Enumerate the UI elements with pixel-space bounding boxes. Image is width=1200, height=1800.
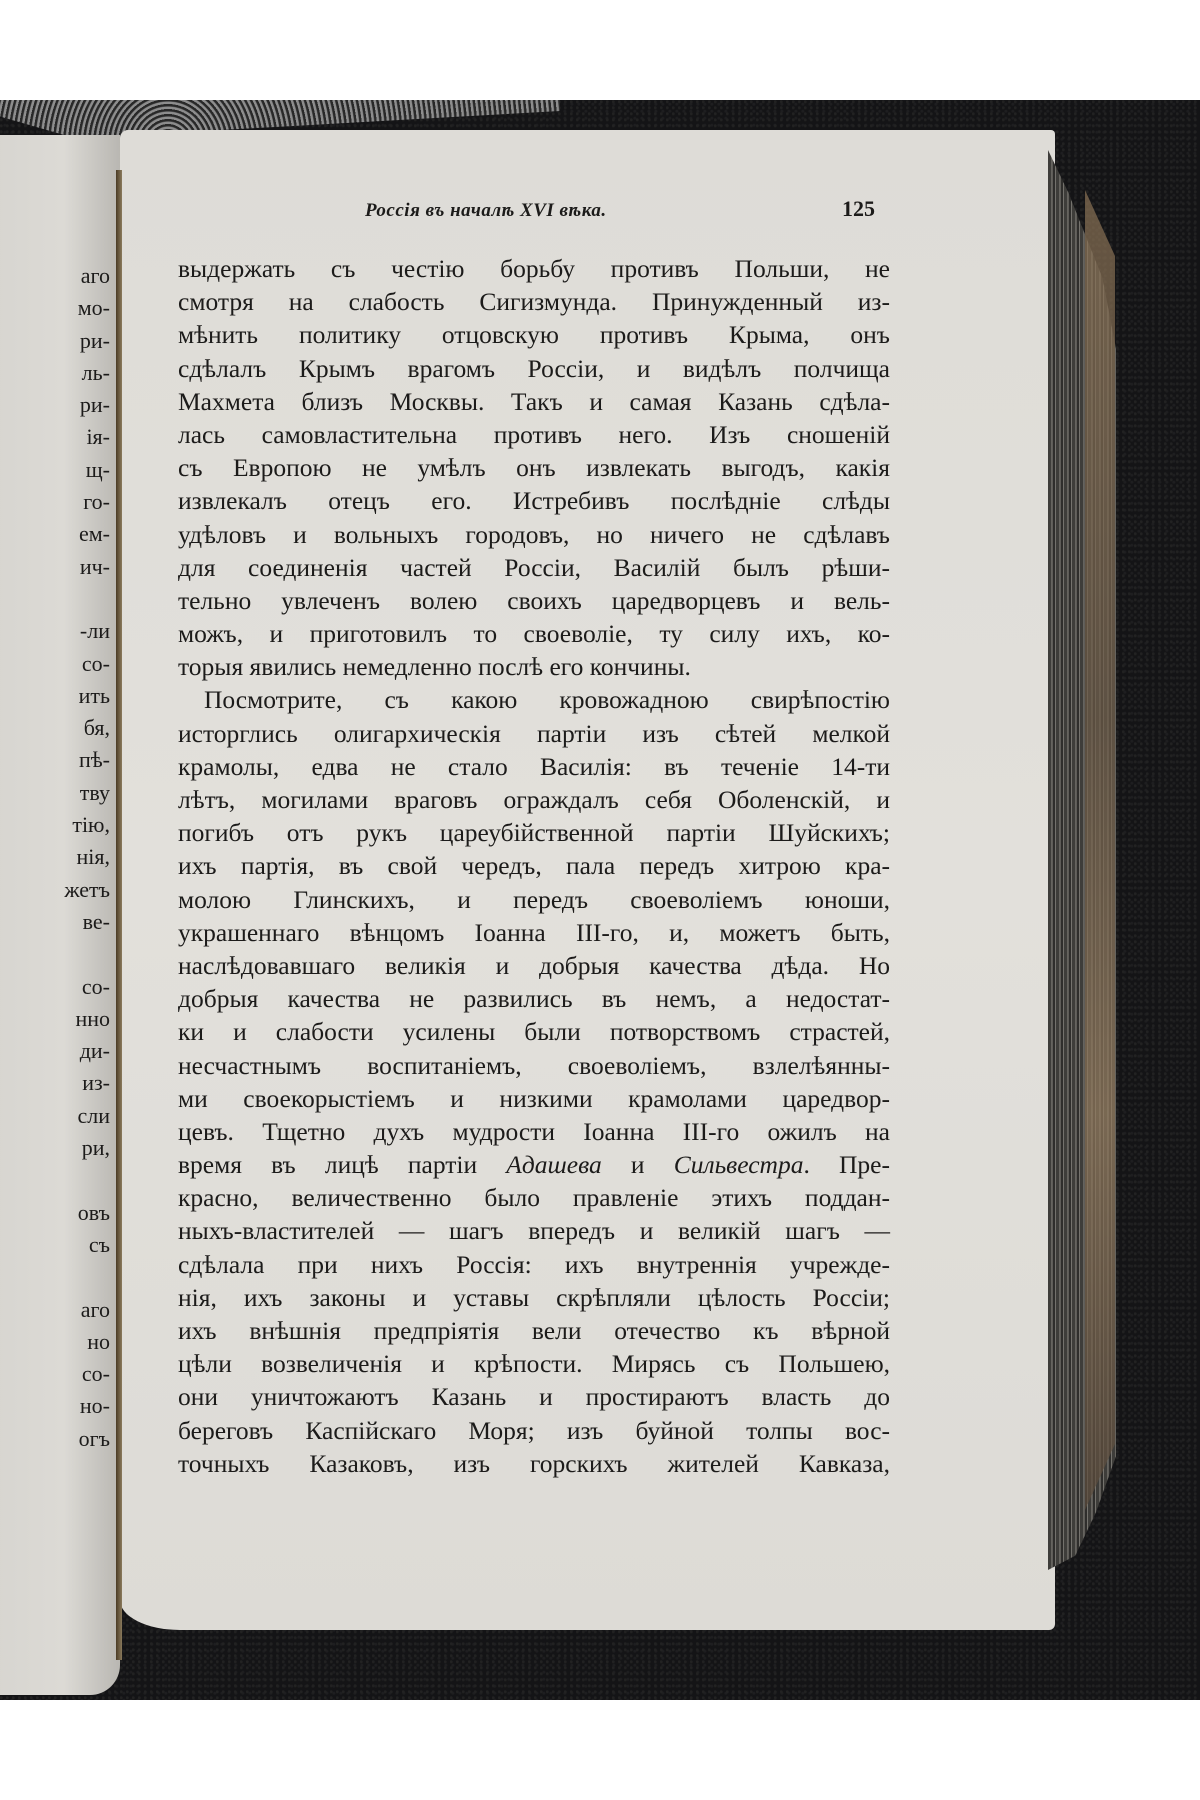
text-line: красно, величественно было правленіе этихъ поддан-	[178, 1183, 890, 1213]
text-line: наслѣдовавшаго великія и добрыя качества дѣда. Но	[178, 950, 890, 980]
left-text-fragment: овъ	[77, 1199, 110, 1225]
text-line: нія, ихъ законы и уставы скрѣпляли цѣлость Россіи;	[178, 1282, 890, 1312]
text-line: смотря на слабость Сигизмунда. Принужденный из-	[178, 287, 890, 317]
left-text-fragment: пѣ-	[78, 747, 110, 773]
left-text-fragment: нно	[75, 1005, 110, 1031]
left-text-fragment: ич-	[79, 553, 110, 579]
left-text-fragment: сли	[77, 1102, 110, 1128]
text-line	[178, 1148, 890, 1181]
text-span: время въ лицѣ партіи	[178, 1150, 507, 1180]
text-line: ихъ партія, въ свой чередъ, пала передъ хитрою кра-	[178, 851, 890, 881]
left-text-fragment: щ-	[85, 456, 110, 482]
text-span: . Пре-	[803, 1150, 890, 1180]
left-text-fragment: ль-	[81, 359, 110, 385]
left-text-fragment: но	[87, 1328, 110, 1354]
left-text-fragment: мо-	[77, 295, 110, 321]
left-text-fragment: но-	[79, 1393, 110, 1419]
italic-name: Сильвестра	[673, 1150, 804, 1180]
left-text-fragment: со-	[81, 1361, 110, 1387]
text-line: ми своекорыстіемъ и низкими крамолами царедвор-	[178, 1083, 890, 1113]
page-edges-foxing	[1085, 190, 1115, 1510]
text-line: береговъ Каспійскаго Моря; изъ буйной толпы вос-	[178, 1415, 890, 1445]
left-text-fragment: аго	[80, 1296, 110, 1322]
page-body-text	[178, 252, 890, 1480]
left-text-fragment	[64, 938, 110, 970]
left-text-fragment: ри-	[79, 392, 110, 418]
left-page-text-fragments	[64, 260, 110, 1455]
text-line: украшеннаго вѣнцомъ Іоанна III-го, и, можетъ быть,	[178, 917, 890, 947]
text-line: съ Европою не умѣлъ онъ извлекать выгодъ, какія	[178, 453, 890, 483]
text-line: для соединенія частей Россіи, Василій былъ рѣши-	[178, 552, 890, 582]
text-line: крамолы, едва не стало Василія: въ теченіе 14-ти	[178, 751, 890, 781]
text-line: ихъ внѣшнія предпріятія вели отечество къ вѣрной	[178, 1316, 890, 1345]
left-text-fragment	[64, 1261, 110, 1293]
left-text-fragment: ве-	[82, 908, 110, 934]
text-line: погибъ отъ рукъ цареубійственной партіи Шуйскихъ;	[178, 818, 890, 848]
text-line: торыя явились немедленно послѣ его кончины.	[178, 652, 691, 682]
text-line: ки и слабости усилены были потворствомъ страстей,	[178, 1017, 890, 1047]
text-line: добрыя качества не развились въ немъ, а недостат-	[178, 984, 890, 1014]
left-text-fragment: нія,	[76, 844, 110, 870]
book-gutter	[116, 170, 122, 1660]
left-text-fragment: со-	[81, 650, 110, 676]
text-line: они уничтожаютъ Казань и простираютъ власть до	[178, 1382, 890, 1412]
text-line: лась самовластительна противъ него. Изъ сношеній	[178, 419, 890, 449]
text-line: удѣловъ и вольныхъ городовъ, но ничего не сдѣлавъ	[178, 519, 890, 549]
left-text-fragment: -ли	[79, 618, 110, 644]
text-line: выдержать съ честію борьбу противъ Польши, не	[178, 254, 890, 283]
text-line: несчастнымъ воспитаніемъ, своеволіемъ, взлелѣянны-	[178, 1050, 890, 1080]
text-line: ныхъ-властителей — шагъ впередъ и великій шагъ —	[178, 1216, 890, 1246]
left-text-fragment: из-	[82, 1070, 110, 1096]
left-text-fragment: жетъ	[64, 876, 110, 902]
left-text-fragment: ри-	[79, 327, 110, 353]
left-text-fragment: бя,	[83, 715, 110, 741]
text-line: сдѣлала при нихъ Россія: ихъ внутреннія учрежде-	[178, 1249, 890, 1279]
text-line: можъ, и приготовилъ то своеволіе, ту силу ихъ, ко-	[178, 619, 890, 649]
left-text-fragment: ем-	[78, 521, 110, 547]
text-line: молою Глинскихъ, и передъ своеволіемъ юноши,	[178, 884, 890, 914]
text-line: цѣли возвеличенія и крѣпости. Мирясь съ Польшею,	[178, 1349, 890, 1379]
left-text-fragment: ить	[78, 682, 110, 708]
left-text-fragment: съ	[88, 1231, 110, 1257]
text-line: точныхъ Казаковъ, изъ горскихъ жителей Кавказа,	[178, 1448, 890, 1478]
italic-name: Адашева	[506, 1150, 602, 1180]
text-line: Посмотрите, съ какою кровожадною свирѣпостію	[204, 685, 890, 715]
text-line: тельно увлеченъ волею своихъ царедворцевъ и вель-	[178, 585, 890, 615]
text-line: цевъ. Тщетно духъ мудрости Іоанна III-го ожилъ на	[178, 1116, 890, 1146]
left-text-fragment: го-	[83, 489, 110, 515]
text-span: и	[601, 1150, 674, 1180]
left-text-fragment: аго	[80, 263, 110, 288]
text-line: мѣнить политику отцовскую противъ Крыма, онъ	[178, 320, 890, 350]
left-text-fragment: со-	[81, 973, 110, 999]
running-head: Россія въ началѣ XVI вѣка.	[365, 200, 607, 221]
left-text-fragment	[64, 1164, 110, 1196]
left-text-fragment: тію,	[72, 812, 110, 838]
left-text-fragment: тву	[79, 779, 110, 805]
text-line: лѣтъ, могилами враговъ ограждалъ себя Оболенскій, и	[178, 785, 890, 814]
text-line: Махмета близъ Москвы. Такъ и самая Казань сдѣла-	[178, 386, 890, 416]
text-line: исторглись олигархическія партіи изъ сѣтей мелкой	[178, 718, 890, 748]
left-text-fragment: ди-	[79, 1038, 110, 1064]
left-text-fragment: ія-	[86, 424, 110, 450]
left-text-fragment: ри,	[81, 1135, 110, 1161]
left-text-fragment	[64, 583, 110, 615]
page-number: 125	[842, 196, 875, 221]
text-line: сдѣлалъ Крымъ врагомъ Россіи, и видѣлъ полчища	[178, 353, 890, 383]
text-line: извлекалъ отецъ его. Истребивъ послѣдніе слѣды	[178, 486, 890, 516]
left-text-fragment: огъ	[78, 1425, 110, 1451]
